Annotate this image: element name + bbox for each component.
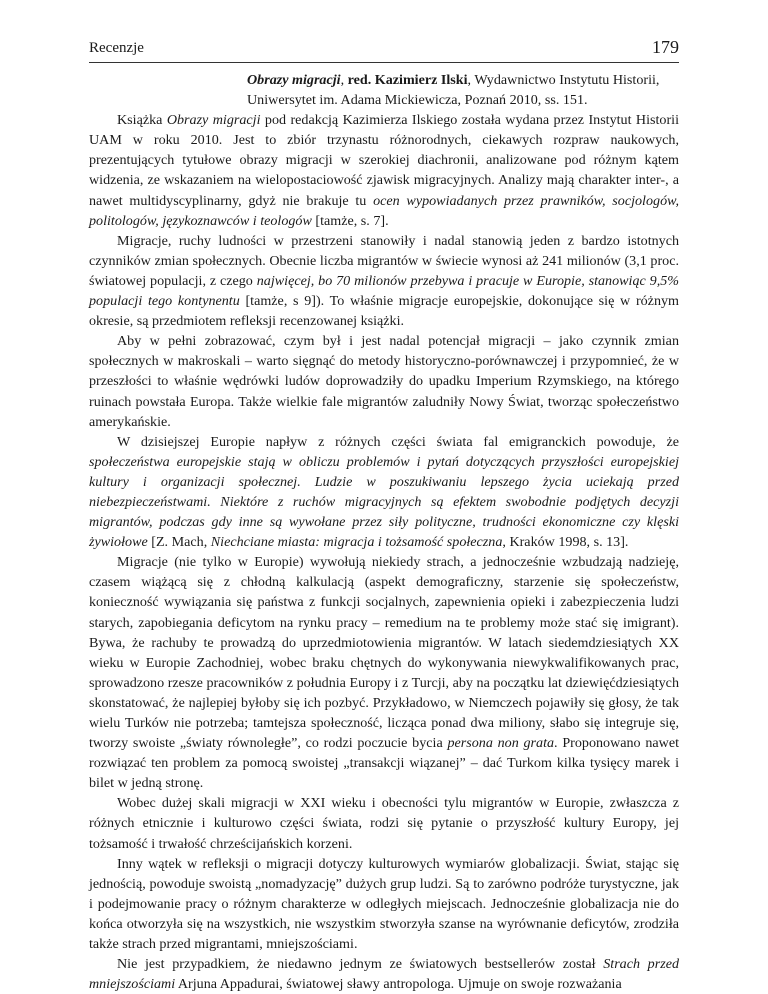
paragraph (89, 231, 679, 331)
bibliographic-entry (247, 70, 679, 110)
text-run: [tamże, s. 7]. (311, 212, 389, 229)
paragraph (89, 854, 679, 954)
italic-run: Niechciane miasta: migracja i tożsamość społeczna (210, 534, 503, 551)
italic-run: społeczeństwa europejskie stają w obliczu problemów i pytań dotyczących przyszłości europejskiej kultury i organizacji społecznej. Ludzie w poszukiwaniu lepszego życia uciekają przed niebezpieczeństwami. Niektóre z ruchów migracyjnych są efektem swobodnie podjętych decyzji migrantów, podczas gdy inne są wywołane przez siły polityczne, trudności ekonomiczne czy klęski żywiołowe (89, 453, 679, 551)
text-run: W dzisiejszej Europie napływ z różnych części świata fal emigranckich powoduje, że (117, 433, 679, 450)
paragraph (89, 110, 679, 231)
text-run: [tamże, s 9]). To właśnie migracje europejskie, dokonujące się w różnym okresie, są przedmiotem refleksji recenzowanej książki. (89, 293, 679, 330)
text-run: Migracje, ruchy ludności w przestrzeni stanowiły i nadal stanowią jeden z bardzo istotnych czynników zmian społecznych. Obecnie liczba migrantów w świecie wynosi aż 241 milionów (3,1 proc. światowej populacji, z czego (89, 232, 679, 289)
paragraph (89, 793, 679, 853)
book-title: Obrazy migracji (247, 72, 341, 88)
italic-run: Strach przed mniejszościami (89, 956, 679, 993)
italic-run: Obrazy migracji (166, 112, 261, 129)
book-publisher: , Wydawnictwo Instytutu Historii, Uniwersytet im. Adama Mickiewicza, Poznań 2010, ss. 151. (247, 72, 660, 109)
text-run: Inny wątek w refleksji o migracji dotyczy kulturowych wymiarów globalizacji. Świat, stając się jednością, powoduje swoistą „nomadyzację” dużych grup ludzi. Są to zarówno podróże turystyczne, jak i podejmowanie pracy o różnym charakterze w odległych miejscach. Jednocześnie globalizacja nie do końca otworzyła się na wszystkich, nie wszystkim stworzyła szanse na wyrównanie deficytów, zrodziła także strach przed migrantami, mniejszościami. (89, 855, 679, 953)
running-header (89, 37, 679, 60)
text-run: , Kraków 1998, s. 13]. (502, 534, 629, 551)
header-rule (89, 62, 679, 63)
text-run: . Proponowano nawet rozwiązać ten problem za pomocą swoistej „transakcji wiązanej” – dać Turkom kilka tysięcy marek i bilet w jedną stronę. (89, 735, 679, 792)
italic-run: persona non grata (447, 735, 555, 752)
paragraph (89, 954, 679, 994)
page-number: 179 (652, 37, 679, 57)
text-run: Nie jest przypadkiem, że niedawno jednym ze światowych bestsellerów został (117, 956, 604, 973)
biblio-separator: , (340, 72, 348, 88)
page-body (89, 70, 679, 994)
paragraph (89, 432, 679, 553)
section-title: Recenzje (89, 40, 144, 56)
text-run: Aby w pełni zobrazować, czym był i jest nadal potencjał migracji – jako czynnik zmian społecznych w makroskali – warto sięgnąć do metody historyczno-porównawczej i przypomnieć, że w przeszłości to właśnie wędrówki ludów doprowadziły do upadku Imperium Rzymskiego, na którego ruinach powstała Europa. Także wielkie fale migrantów zaludniły Nowy Świat, tworząc społeczeństwo amerykańskie. (89, 333, 679, 430)
paragraph (89, 552, 679, 793)
italic-run: ocen wypowiadanych przez prawników, socjologów, politologów, językoznawców i teologów (89, 192, 679, 229)
paragraph (89, 331, 679, 431)
italic-run: najwięcej, bo 70 milionów przebywa i pracuje w Europie, stanowiąc 9,5% populacji tego kontynentu (89, 272, 680, 310)
text-run: [Z. Mach, (147, 534, 211, 551)
text-run: Migracje (nie tylko w Europie) wywołują niekiedy strach, a jednocześnie wzbudzają nadzieję, czasem wiążącą się z chłodną kalkulacją (aspekt demograficzny, starzenie się społeczeństw, konieczność wywiązania się państwa z funkcji socjalnych, zapewnienia opieki i zabezpieczenia ludzi starych, zapobiegania deficytom na rynku pracy – remedium na te problemy może stać się imigrant). Bywa, że rachuby te prowadzą do uprzedmiotowienia migrantów. W latach siedemdziesiątych XX wieku w Europie Zachodniej, wobec braku chętnych do wykonywania niewykwalifikowanych prac, sprowadzono rzesze pracowników z południa Europy i z Turcji, aby na początku lat dziewięćdziesiątych skonstatować, że najlepiej byłoby się ich pozbyć. Przykładowo, w Niemczech pojawiły się głosy, że tak wielu Turków nie potrzeba; tamtejsza społeczność, licząca ponad dwa miliony, słabo się integruje się, tworzy swoiste „światy równoległe”, co rodzi poczucie bycia (89, 554, 679, 752)
text-run: pod redakcją Kazimierza Ilskiego została wydana przez Instytut Historii UAM w roku 2010. Jest to zbiór trzynastu różnorodnych, ciekawych rozpraw naukowych, prezentujących tytułowe obrazy migracji w szerokiej diachronii, analizowane pod różnym kątem widzenia, ze wskazaniem na wielopostaciowość zjawisk migracyjnych. Analizy mają charakter inter-, a nawet multidyscyplinarny, gdyż nie brakuje tu (89, 112, 679, 209)
text-run: Wobec dużej skali migracji w XXI wieku i obecności tylu migrantów w Europie, zwłaszcza z różnych etnicznie i kulturowo części świata, rodzi się pytanie o przyszłość kultury Europy, jej tożsamość i trwałość chrześcijańskich korzeni. (89, 795, 679, 852)
review-text (89, 110, 679, 994)
book-editor: red. Kazimierz Ilski (347, 72, 468, 88)
text-run: Arjuna Appadurai, światowej sławy antropologa. Ujmuje on swoje rozważania (175, 976, 622, 993)
text-run: Książka (117, 112, 167, 129)
